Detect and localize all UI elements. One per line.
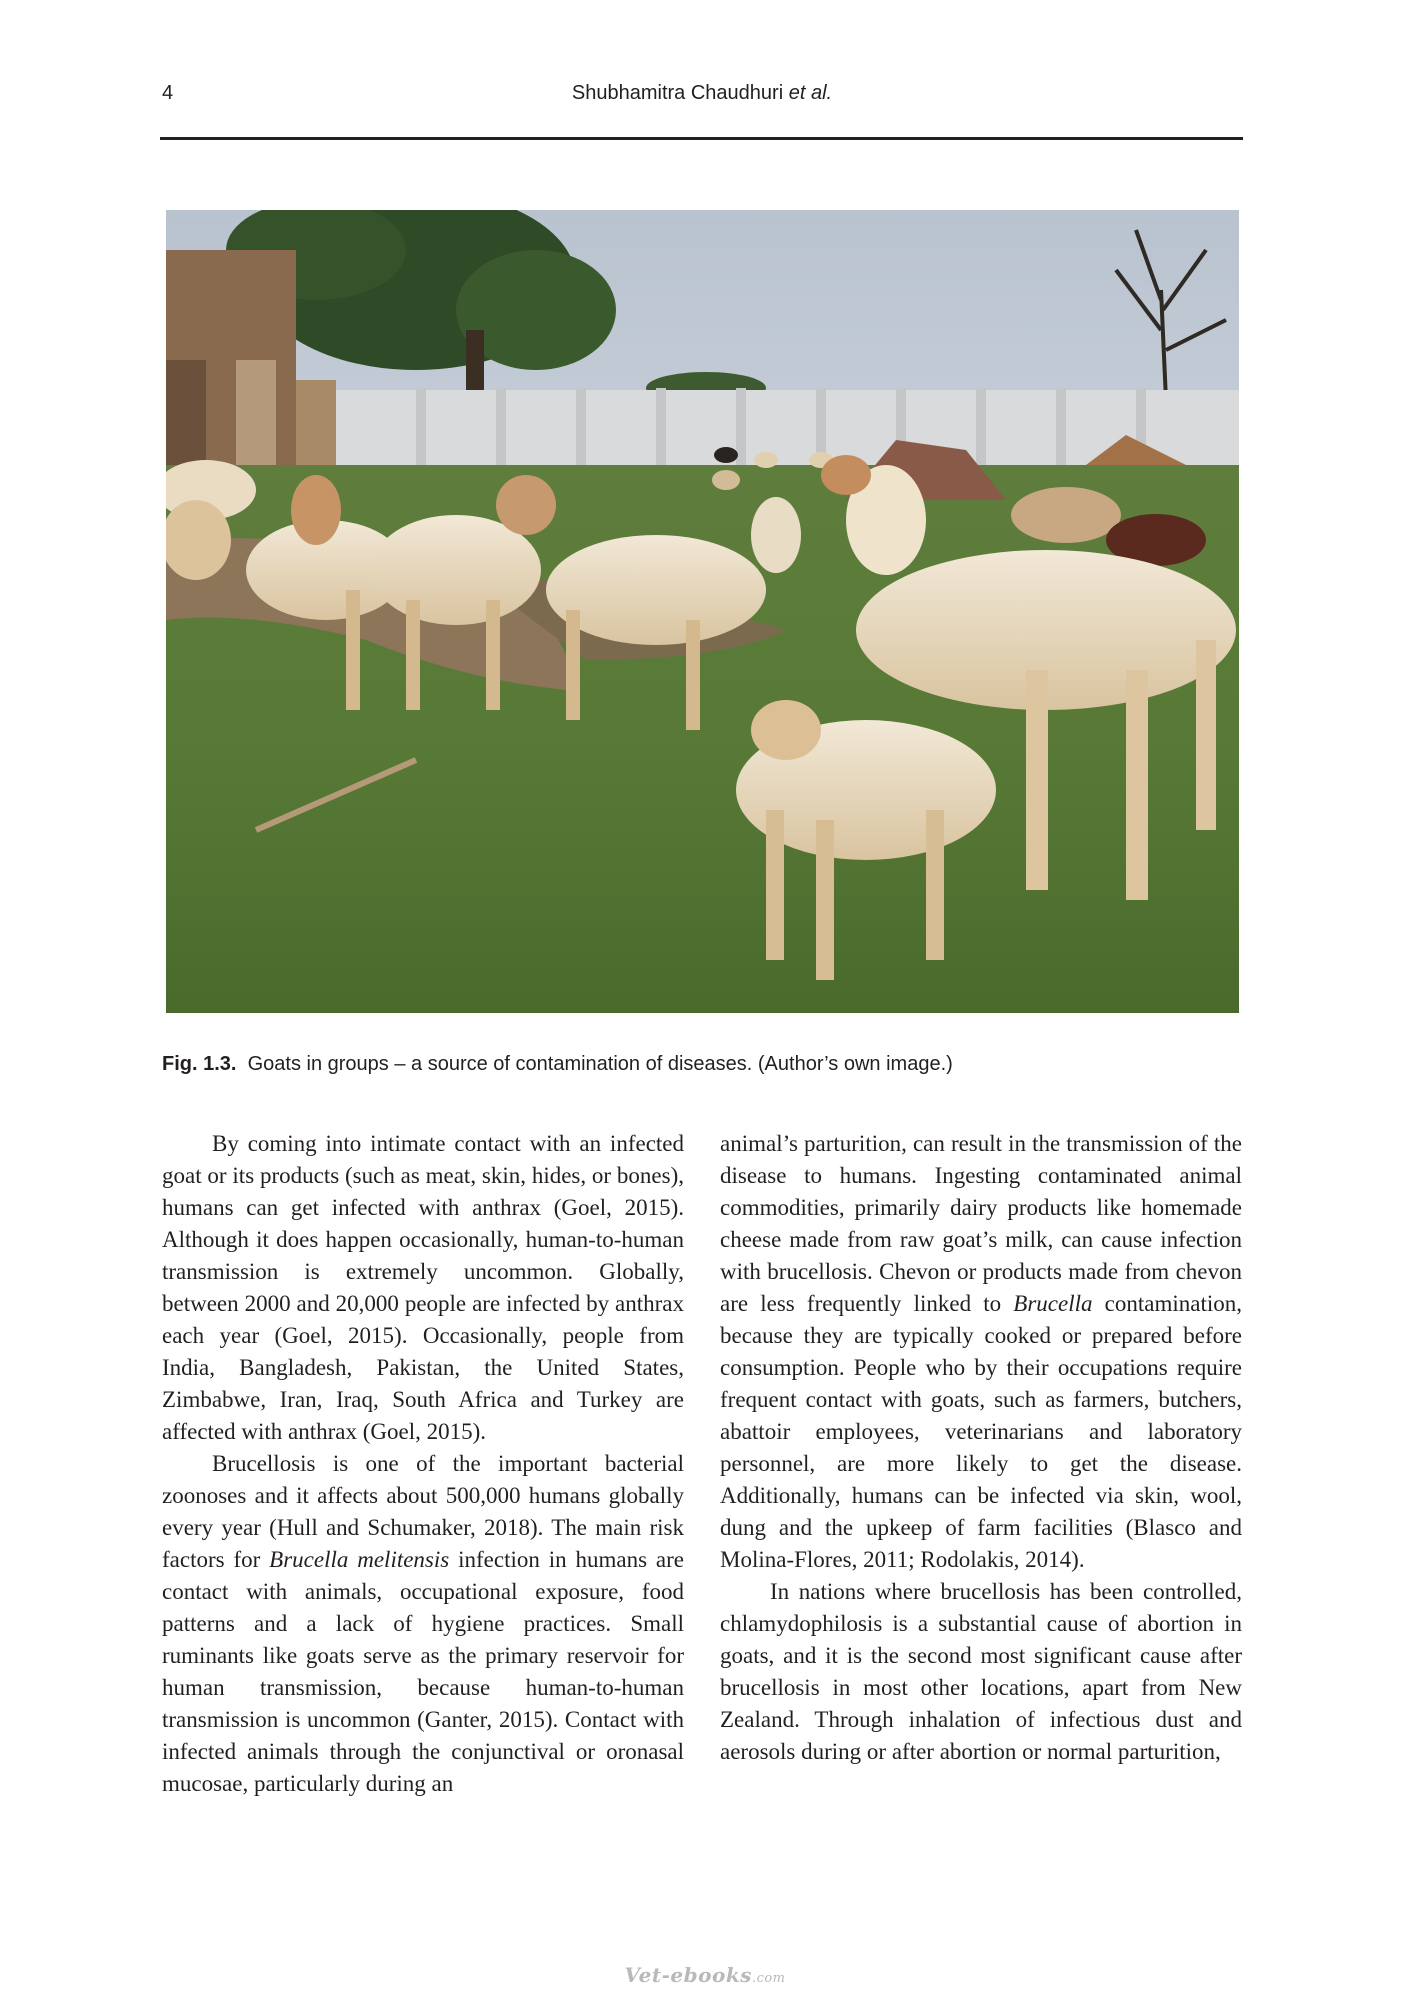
paragraph-anthrax: By coming into intimate contact with an infected goat or its products (such as meat, skin, hides, or bones), humans can get infected with anthrax (Goel, 2015). Although it does happen occasionally, human-to-human transmission is extremely uncommon. Globally, between 2000 and 20,000 people are infected by anthrax each year (Goel, 2015). Occasionally, people from India, Bangladesh, Pakistan, the United States, Zimbabwe, Iran, Iraq, South Africa and Turkey are affected with anthrax (Goel, 2015). (162, 1131, 684, 1444)
paragraph-brucellosis-continued: animal’s parturition, can result in the transmission of the disease to humans. Ingesting contaminated animal commodities, primarily dairy products like homemade cheese made from raw goat’s milk, can cause infection with brucellosis. Chevon or products made from chevon are less frequently linked to Brucella contamination, because they are typically cooked or prepared before consumption. People who by their occupations require frequent contact with goats, such as farmers, butchers, abattoir employees, veterinarians and laboratory personnel, are more likely to get the disease. Additionally, humans can be infected via skin, wool, dung and the upkeep of farm facilities (Blasco and Molina-Flores, 2011; Rodolakis, 2014). (720, 1131, 1242, 1572)
figure-caption-text: Goats in groups – a source of contamination of diseases. (Author’s own image.) (247, 1053, 953, 1075)
paragraph-chlamydophilosis: In nations where brucellosis has been controlled, chlamydophilosis is a substantial cause of abortion in goats, and it is the second most significant cause after brucellosis in most other locations, apart from New Zealand. Through inhalation of infectious dust and aerosols during or after abortion or normal parturition, (720, 1579, 1242, 1764)
body-column-right (720, 1128, 1242, 1768)
figure-photo-goats (166, 210, 1239, 1013)
running-head-author (162, 82, 1242, 105)
page-number: 4 (162, 82, 174, 104)
figure-label: Fig. 1.3. (162, 1053, 237, 1075)
running-header (162, 82, 1242, 112)
header-rule (160, 137, 1243, 140)
et-al: et al. (788, 82, 833, 104)
author-name: Shubhamitra Chaudhuri (571, 82, 784, 104)
species-name: Brucella melitensis (269, 1547, 450, 1572)
body-column-left (162, 1128, 684, 1800)
genus-name: Brucella (1013, 1291, 1093, 1316)
watermark-logo: Vet-ebooks.com (624, 1963, 786, 1987)
paragraph-brucellosis: Brucellosis is one of the important bacterial zoonoses and it affects about 500,000 humans globally every year (Hull and Schumaker, 2018). The main risk factors for Brucella melitensis infection in humans are contact with animals, occupational exposure, food patterns and a lack of hygiene practices. Small ruminants like goats serve as the primary reservoir for human transmission, because human-to-human transmission is uncommon (Ganter, 2015). Contact with infected animals through the conjunctival or oronasal mucosae, particularly during an (162, 1451, 685, 1796)
figure-caption (162, 1053, 1242, 1076)
